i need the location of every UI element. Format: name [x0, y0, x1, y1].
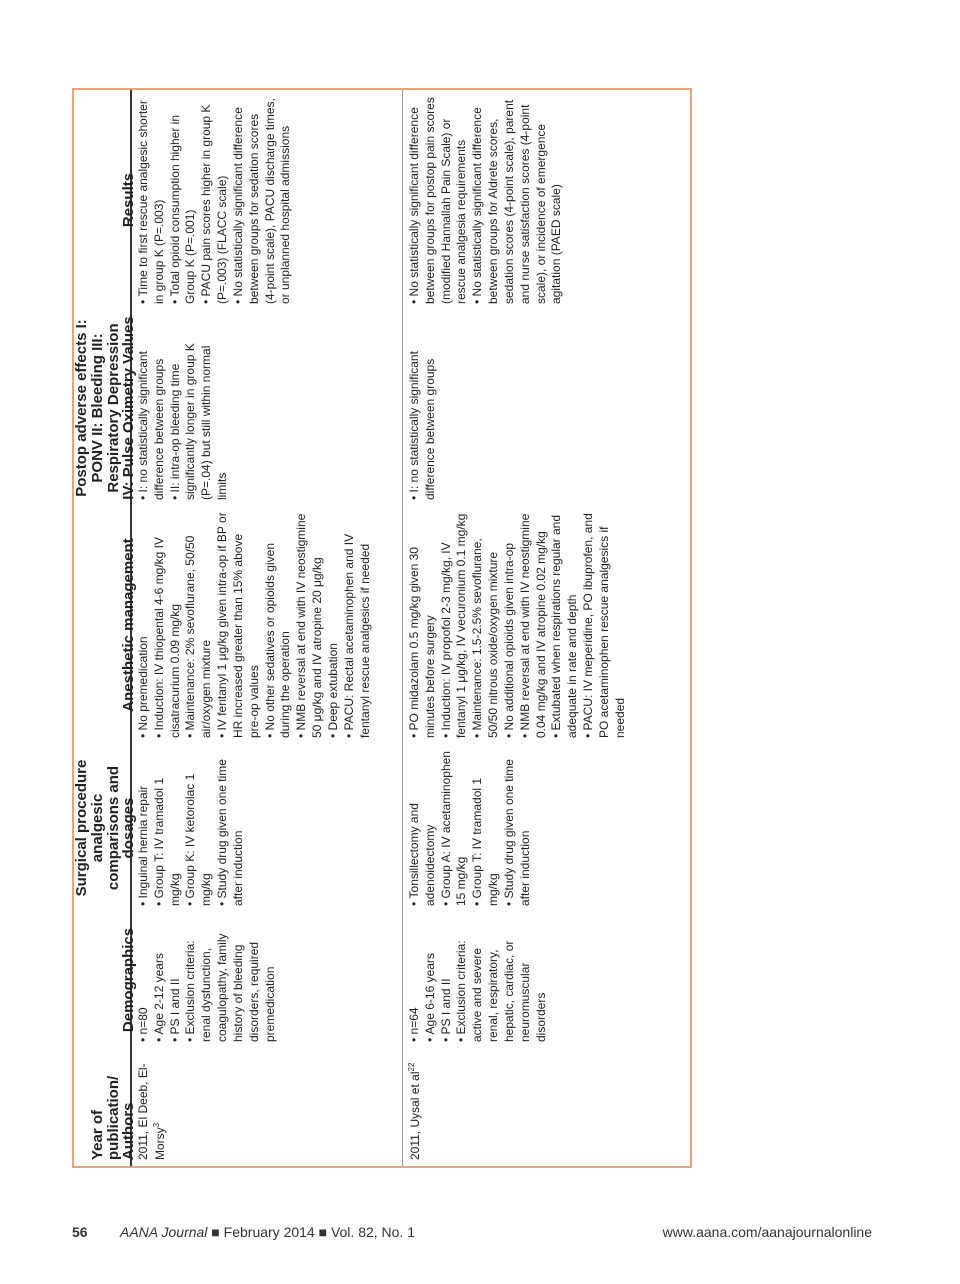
list-item: • Study drug given one time after induction [502, 750, 534, 906]
author-cell [403, 1048, 690, 1166]
anesthetic-cell [132, 506, 402, 744]
page-number: 56 [72, 1224, 88, 1240]
journal-citation [120, 1224, 415, 1240]
list-item: • IV fentanyl 1 μg/kg given intra-op if BP or HR increased greater than 15% above pre-op values [215, 512, 262, 738]
list-item: • Group A: IV acetaminophen 15 mg/kg [439, 750, 471, 906]
list-item: • Inguinal hernia repair [136, 750, 152, 906]
reference-number: 22 [407, 1062, 416, 1072]
list-item: • Induction: IV propofol 2-3 mg/kg, IV fentanyl 1 μg/kg, IV vecuronium 0.1 mg/kg [439, 512, 471, 738]
list-item: • II: intra-op bleeding time significantly longer in group K (P=.04) but still within normal limits [168, 316, 231, 500]
table-header-row [73, 90, 138, 1166]
list-item: • Age 2-12 years [152, 918, 168, 1042]
list-item: • Time to first rescue analgesic shorter in group K (P=.003) [136, 96, 168, 304]
list-item: • PS I and II [168, 918, 184, 1042]
list-item: • Deep extubation [326, 512, 342, 738]
list-item: • Extubated when respirations regular and adequate in rate and depth [549, 512, 581, 738]
list-item: • I: no statistically significant difference between groups [407, 316, 439, 500]
list-item: • n=80 [136, 918, 152, 1042]
demographics-cell [403, 912, 690, 1048]
list-item: • Maintenance: 1.5-2.5% sevoflurane, 50/50 nitrous oxide/oxygen mixture [470, 512, 502, 738]
list-item: • Study drug given one time after induction [215, 750, 247, 906]
list-item: • Group T: IV tramadol 1 mg/kg [470, 750, 502, 906]
author-text: 2011, El Deeb, El-Morsy [136, 1063, 167, 1160]
table-row [132, 90, 403, 1166]
demographics-cell [132, 912, 402, 1048]
list-item: • Group T: IV tramadol 1 mg/kg [152, 750, 184, 906]
list-item: • PACU: IV meperidine, PO ibuprofen, and PO acetaminophen rescue analgesics if needed [581, 512, 628, 738]
header-authors: Year of publication/ Authors [88, 1075, 138, 1160]
list-item: • PS I and II [439, 918, 455, 1042]
list-item: • No premedication [136, 512, 152, 738]
list-item: • I: no statistically significant difference between groups [136, 316, 168, 500]
list-item: • No statistically significant difference between groups for sedation scores (4-point scale), PACU discharge times, or unplanned hospital admissions [231, 96, 294, 304]
list-item: • Induction: IV thiopental 4-6 mg/kg IV cisatracurium 0.09 mg/kg [152, 512, 184, 738]
page-footer [72, 1224, 872, 1244]
list-item: • Tonsillectomy and adenoidectomy [407, 750, 439, 906]
list-item: • No additional opioids given intra-op [502, 512, 518, 738]
list-item: • Maintenance: 2% sevoflurane, 50/50 air/oxygen mixture [183, 512, 215, 738]
table-row [403, 90, 690, 1166]
list-item: • Exclusion criteria: active and severe renal, respiratory, hepatic, cardiac, or neuromuscular disorders [454, 918, 549, 1042]
header-anesthetic: Anesthetic management [120, 538, 138, 712]
list-item: • PO midazolam 0.5 mg/kg given 30 minutes before surgery [407, 512, 439, 738]
author-cell [132, 1048, 402, 1166]
results-cell [132, 90, 402, 310]
author-text: 2011, Uysal et al [408, 1071, 422, 1160]
list-item: • PACU pain scores higher in group K (P=.003) (FLACC scale) [199, 96, 231, 304]
journal-url: www.aana.com/aanajournalonline [662, 1224, 872, 1240]
header-adverse-effects: Postop adverse effects I: PONV II: Bleeding III: Respiratory Depression IV: Pulse Oximetry Values [73, 316, 138, 500]
list-item: • PACU: Rectal acetaminophen and IV fentanyl rescue analgesics if needed [342, 512, 374, 738]
list-item: • NMB reversal at end with IV neostigmine 50 μg/kg and IV atropine 20 μg/kg [294, 512, 326, 738]
list-item: • No statistically significant difference between groups for Aldrete scores, sedation scores (4-point scale), parent and nurse satisfaction scores (4-point scale), or incidence of emergence agitation (PAED scale) [470, 96, 565, 304]
procedure-cell [403, 744, 690, 912]
anesthetic-cell [403, 506, 690, 744]
reference-number: 3 [151, 1122, 161, 1128]
list-item: • No statistically significant difference between groups for postop pain scores (modified Hannallah Pain Scale) or rescue analgesia requirements [407, 96, 470, 304]
list-item: • Total opioid consumption higher in Group K (P=.001) [168, 96, 200, 304]
list-item: • n=64 [407, 918, 423, 1042]
adverse-effects-cell [132, 310, 402, 506]
list-item: • Age 6-16 years [423, 918, 439, 1042]
adverse-effects-cell [403, 310, 690, 506]
list-item: • NMB reversal at end with IV neostigmine 0.04 mg/kg and IV atropine 0.02 mg/kg [518, 512, 550, 738]
header-demographics: Demographics [120, 927, 138, 1033]
list-item: • No other sedatives or opioids given during the operation [263, 512, 295, 738]
header-procedure: Surgical procedure analgesic comparisons and dosages [73, 759, 138, 897]
evidence-table [72, 88, 692, 1168]
issue-info: ■ February 2014 ■ Vol. 82, No. 1 [207, 1224, 416, 1240]
journal-name: AANA Journal [120, 1224, 208, 1240]
list-item: • Exclusion criteria: renal dysfunction, coagulopathy, family history of bleeding disorders, required premedication [183, 918, 278, 1042]
procedure-cell [132, 744, 402, 912]
list-item: • Group K: IV ketorolac 1 mg/kg [183, 750, 215, 906]
header-results: Results [120, 172, 138, 228]
results-cell [403, 90, 690, 310]
